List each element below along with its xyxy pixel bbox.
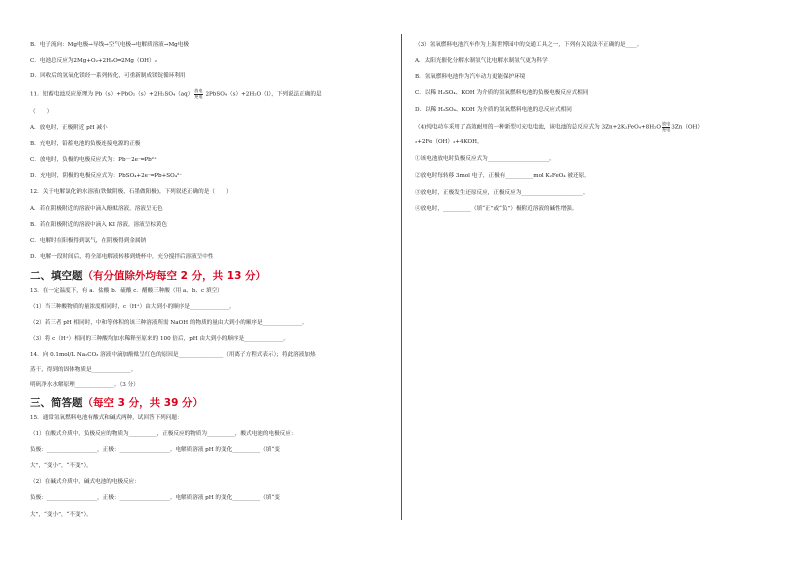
r3-option-d: D．以稀 H₂SO₄、KOH 为介质的氢氧燃料电池的总反应式相同: [415, 107, 572, 113]
reaction-arrow: [194, 89, 202, 99]
section-note: （每空 3 分，共 39 分）: [82, 397, 204, 409]
q14-line-3: 明矾净水水解原理______________。（3 分）: [30, 382, 139, 388]
q12-stem: 12．关于电解氯化钠水溶液(铁做阴极，石墨做阳极)，下列叙述正确的是（ ）: [30, 189, 232, 195]
q14-stem: 14．向 0.1mol/L Na₂CO₃ 溶液中滴加酚酞呈红色的原因是________________（用离子方程式表示）；将此溶液加热: [30, 352, 316, 358]
q12-option-d: D．电解一段时间后，将全部电解液转移到烧杯中，充分搅拌后溶液呈中性: [30, 254, 214, 260]
section-short-answer-heading: [30, 395, 203, 410]
q13-part-2: （2）若三者 pH 相同时，中和等体积的该三种溶液所需 NaOH 的物质的量由大到小的顺序是______________。: [30, 320, 308, 326]
r4-stem-post: 3Zn（OH）: [671, 124, 703, 131]
q15-part-1: （1）在酸式介质中，负极反应的物质为__________，正极反应的物质为__________，酸式电池的电极反应：: [30, 431, 297, 437]
arrow-top-label: 放电: [194, 88, 203, 93]
r4-part-1: ①该电池放电时负极反应式为______________________。: [415, 156, 555, 162]
q15-part-2-line-3: 大”，“变小”，“不变”）。: [30, 512, 92, 518]
arrow-bottom-label: 充电: [194, 93, 203, 99]
arrow-bottom-label: 充电: [661, 126, 671, 132]
q10-option-c: C．电池总反应为2Mg+O₂+2H₂O═2Mg（OH）₂: [30, 58, 157, 64]
q12-option-c: C．电解时在阳极得到氯气，在阴极得到金属钠: [30, 238, 147, 244]
reaction-arrow: [662, 122, 670, 132]
q11-option-a: A．放电时，正极附近 pH 减小: [30, 125, 108, 131]
q10-option-d: D．回收后的氢氧化镁经一系列转化，可重新制成镁锭循环利用: [30, 73, 186, 79]
q12-option-b: B．若在阳极附近的溶液中滴入 KI 溶液，溶液呈棕黄色: [30, 222, 168, 228]
r4-part-2: ②放电时每转移 3mol 电子，正极有__________mol K₂FeO₄ 被还原。: [415, 173, 590, 179]
r3-option-a: A．太阳光催化分解水制氢气比电解水制氢气更为科学: [415, 58, 548, 64]
q11-stem: [30, 89, 322, 99]
r4-stem-line-2: ₂+2Fe（OH）₃+4KOH。: [415, 139, 483, 145]
q15-stem: 15．通常氢氧燃料电池有酸式和碱式两种，试回答下列问题：: [30, 415, 183, 421]
q15-part-1-line-2: 负极：__________________，正极：__________________。电解质溶液 pH 的变化__________（填“变: [30, 447, 280, 453]
q11-answer-blank: （ ）: [30, 109, 53, 115]
r3-option-c: C．以稀 H₂SO₄、KOH 为介质的氢氧燃料电池的负极电极反应式相同: [415, 90, 589, 96]
q11-option-c: C．放电时，负极的电极反应式为：Pb－2e⁻═Pb²⁺: [30, 157, 157, 163]
r3-stem: （3）氢氧燃料电池汽车作为上海世博园中的交通工具之一，下列有关说法不正确的是____。: [415, 42, 643, 48]
q15-part-1-line-3: 大”，“变小”，“不变”）。: [30, 463, 92, 469]
q15-part-2: （2）在碱式介质中，碱式电池的电极反应：: [30, 479, 140, 485]
section-title: 三、简答题: [30, 397, 83, 409]
section-note: （有分值除外均每空 2 分，共 13 分）: [82, 270, 267, 282]
section-fill-blank-heading: [30, 268, 266, 283]
q15-part-2-line-2: 负极：__________________，正极：__________________。电解质溶液 pH 的变化__________（填“变: [30, 495, 280, 501]
q13-part-1: （1）当三种酸物质的量浓度相同时，c（H⁺）由大到小的顺序是______________。: [30, 304, 235, 310]
q11-option-d: D．充电时，阴极的电极反应式为：PbSO₄+2e⁻═Pb+SO₄²⁻: [30, 173, 183, 179]
q12-option-a: A．若在阴极附近的溶液中滴入酚酞溶液，溶液呈无色: [30, 206, 163, 212]
column-divider: [401, 34, 402, 520]
q13-part-3: （3）将 c（H⁺）相同的三种酸均加水稀释至原来的 100 倍后，pH 由大到小的顺序是______________。: [30, 336, 289, 342]
r4-part-3: ③放电时，正极发生还原反应，正极反应为______________________。: [415, 190, 589, 196]
r4-stem-pre: （4)纯电动车采用了高效耐用的一种新型可充电电池，该电池的总反应式为 3Zn+2K₂FeO₄+8H₂O: [415, 124, 661, 131]
r3-option-b: B．氢氧燃料电池作为汽车动力更能保护环境: [415, 74, 526, 80]
section-title: 二、填空题: [30, 270, 83, 282]
q13-stem: 13．在一定温度下，有 a．盐酸 b．硫酸 c．醋酸三种酸（用 a、b、c 填空）: [30, 288, 223, 294]
q14-line-2: 蒸干，得到的固体物质是______________。: [30, 367, 137, 373]
arrow-top-label: 放电: [661, 121, 671, 126]
q11-stem-post: 2PbSO₄（s）+2H₂O（l），下列说法正确的是: [203, 91, 322, 98]
r4-part-4: ④放电时，__________（填“正”或“负”）极附近溶液的碱性增强。: [415, 206, 578, 212]
q11-option-b: B．充电时，铅蓄电池的负极连接电源的正极: [30, 141, 141, 147]
q10-option-b: B．电子流向：Mg电极→导线→空气电极→电解质溶液→Mg电极: [30, 42, 189, 48]
q11-stem-pre: 11．铅蓄电池反应原理为 Pb（s）+PbO₂（s）+2H₂SO₄（aq）: [30, 91, 194, 98]
r4-stem: [415, 122, 703, 132]
